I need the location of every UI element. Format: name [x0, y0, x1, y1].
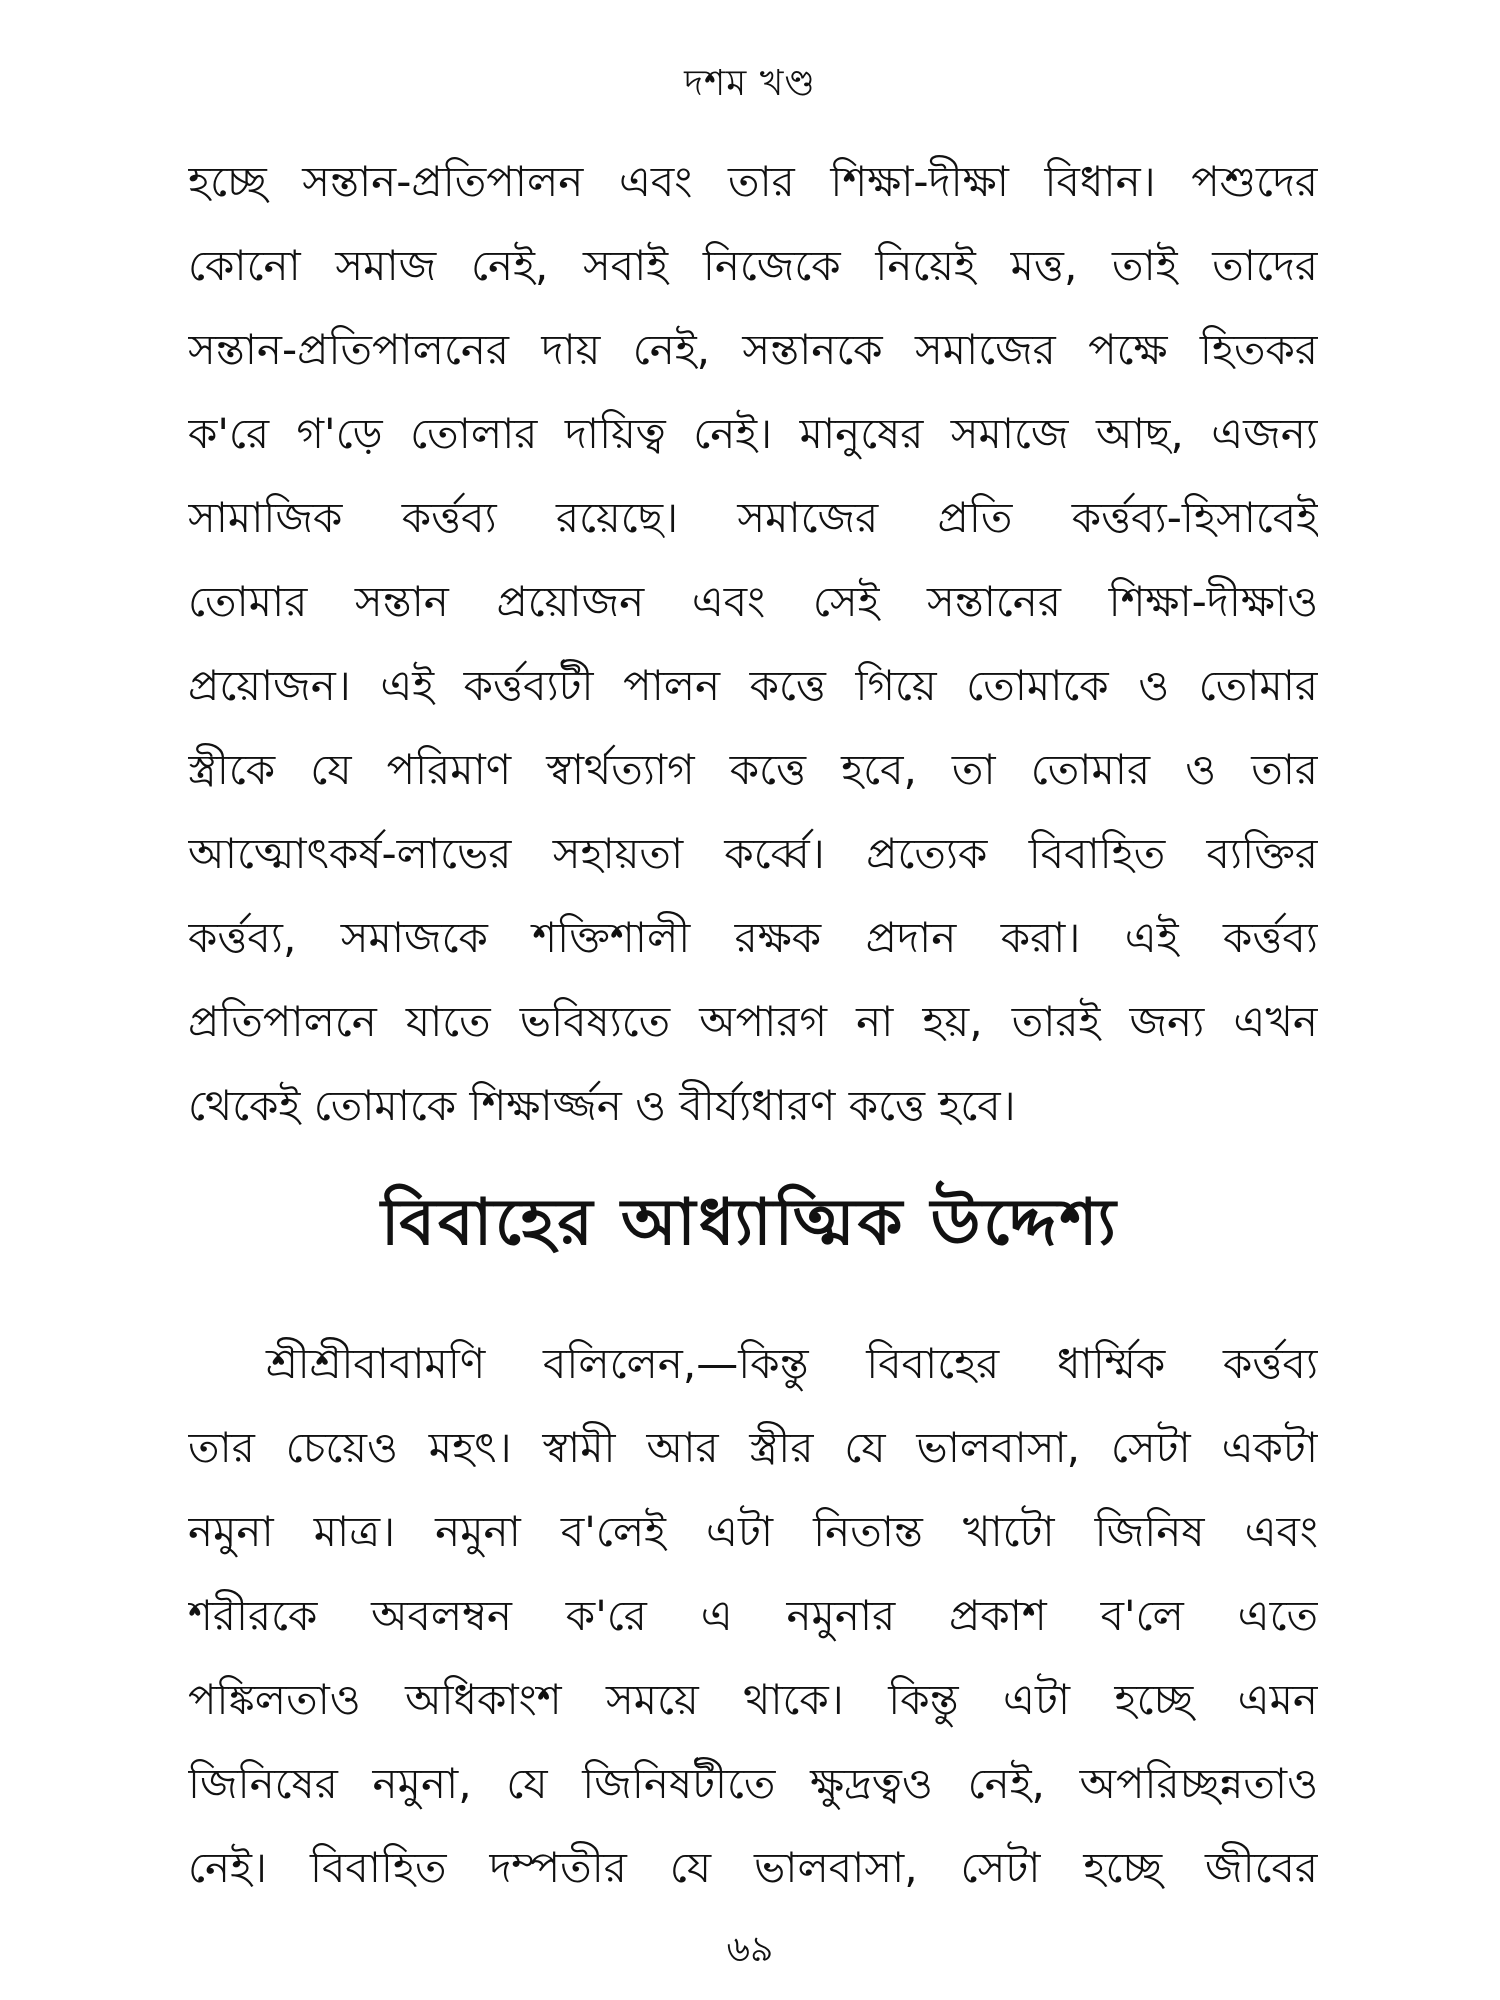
text-line: শ্রীশ্রীবাবামণি বলিলেন,—কিন্তু বিবাহের ধার্ম্মিক কর্ত্তব্য [266, 1339, 1318, 1388]
text-line: আত্মোৎকর্ষ-লাভের সহায়তা কর্ব্বে। প্রত্যেক বিবাহিত ব্যক্তির [188, 829, 1318, 878]
text-line: সন্তান-প্রতিপালনের দায় নেই, সন্তানকে সমাজের পক্ষে হিতকর [188, 325, 1318, 374]
text-line: হচ্ছে সন্তান-প্রতিপালন এবং তার শিক্ষা-দীক্ষা বিধান। পশুদের [188, 157, 1318, 206]
running-head: দশম খণ্ড [684, 63, 816, 104]
body-paragraph-2 [188, 1322, 1318, 1910]
text-line: প্রয়োজন। এই কর্ত্তব্যটী পালন কত্তে গিয়ে তোমাকে ও তোমার [188, 661, 1318, 710]
text-line: কর্ত্তব্য, সমাজকে শক্তিশালী রক্ষক প্রদান করা। এই কর্ত্তব্য [188, 913, 1318, 962]
text-line: শরীরকে অবলম্বন ক'রে এ নমুনার প্রকাশ ব'লে এতে [188, 1591, 1318, 1640]
body-paragraph-1 [188, 140, 1318, 1148]
text-line: কোনো সমাজ নেই, সবাই নিজেকে নিয়েই মত্ত, তাই তাদের [188, 241, 1318, 290]
text-line: নমুনা মাত্র। নমুনা ব'লেই এটা নিতান্ত খাটো জিনিষ এবং [188, 1507, 1318, 1556]
text-line: স্ত্রীকে যে পরিমাণ স্বার্থত্যাগ কত্তে হবে, তা তোমার ও তার [188, 745, 1318, 794]
text-line: তার চেয়েও মহৎ। স্বামী আর স্ত্রীর যে ভালবাসা, সেটা একটা [188, 1423, 1318, 1472]
page-number: ৬৯ [726, 1929, 774, 1970]
text-line: ক'রে গ'ড়ে তোলার দায়িত্ব নেই। মানুষের সমাজে আছ, এজন্য [188, 409, 1318, 458]
text-line: থেকেই তোমাকে শিক্ষার্জ্জন ও বীর্য্যধারণ কত্তে হবে। [188, 1081, 1016, 1130]
text-line: প্রতিপালনে যাতে ভবিষ্যতে অপারগ না হয়, তারই জন্য এখন [188, 997, 1318, 1046]
text-line: পঙ্কিলতাও অধিকাংশ সময়ে থাকে। কিন্তু এটা হচ্ছে এমন [188, 1675, 1318, 1724]
section-heading: বিবাহের আধ্যাত্মিক উদ্দেশ্য [381, 1186, 1119, 1260]
text-line: সামাজিক কর্ত্তব্য রয়েছে। সমাজের প্রতি কর্ত্তব্য-হিসাবেই [188, 493, 1318, 542]
text-line: নেই। বিবাহিত দম্পতীর যে ভালবাসা, সেটা হচ্ছে জীবের [188, 1843, 1318, 1892]
text-line: তোমার সন্তান প্রয়োজন এবং সেই সন্তানের শিক্ষা-দীক্ষাও [188, 577, 1318, 626]
text-line: জিনিষের নমুনা, যে জিনিষটীতে ক্ষুদ্রত্বও নেই, অপরিচ্ছন্নতাও [188, 1759, 1318, 1808]
